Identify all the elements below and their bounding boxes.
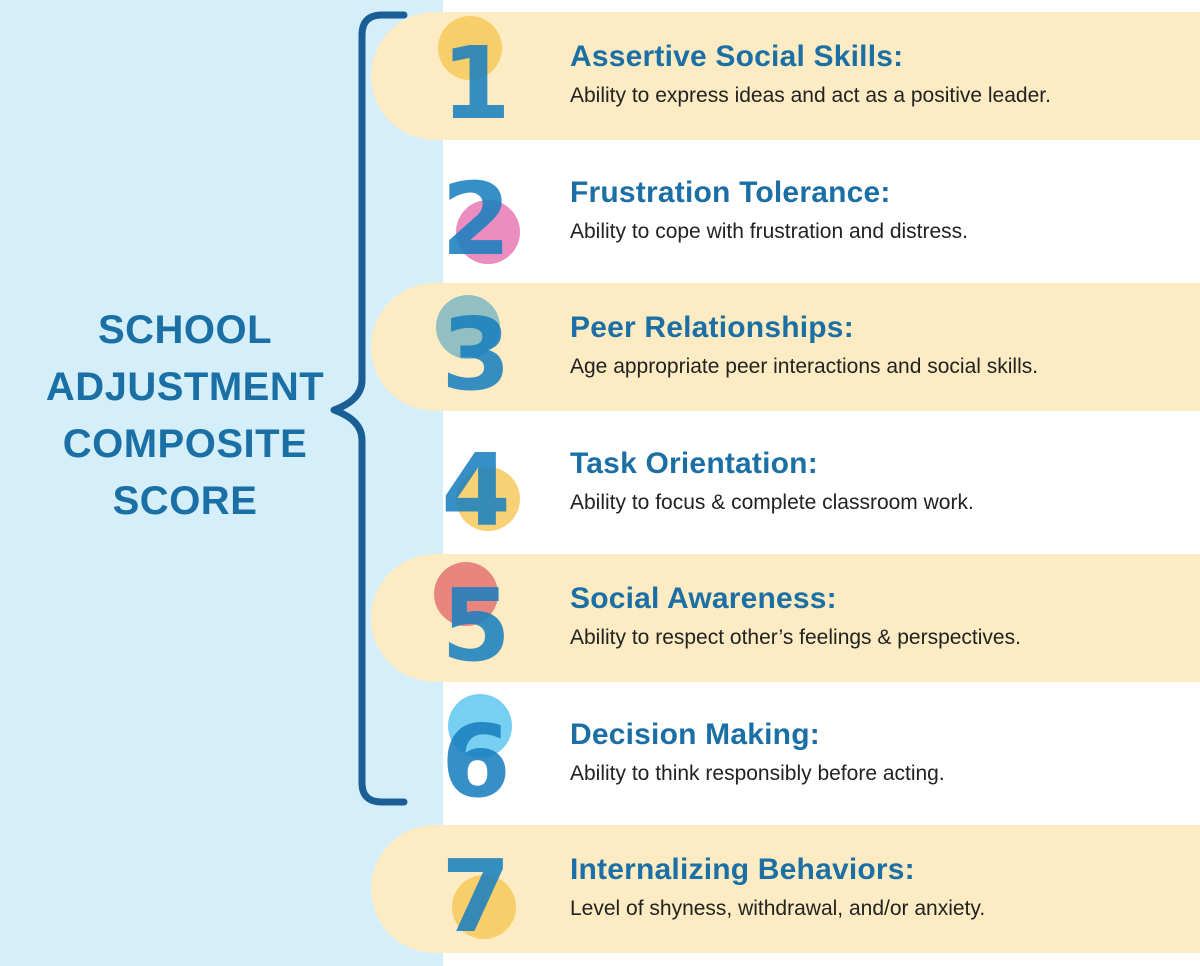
composite-line: SCHOOL [97,308,273,352]
number-badge-svg [430,825,540,953]
item-title: Internalizing Behaviors: [570,853,915,886]
item-number: 2 [441,161,511,278]
item-description: Ability to respect other’s feelings & perspectives. [570,626,1021,649]
item-number: 3 [441,296,511,413]
item-number-graphic [430,12,540,140]
item-description: Age appropriate peer interactions and social skills. [570,355,1039,378]
item-title: Social Awareness: [570,582,837,615]
item-number: 1 [441,25,511,142]
item-description: Ability to cope with frustration and distress. [570,220,969,243]
item-title: Decision Making: [570,718,820,751]
item-number-graphic [430,419,540,547]
composite-score-label [40,302,330,530]
item-number: 4 [441,432,511,549]
number-badge-svg [430,283,540,411]
item-number-graphic [430,283,540,411]
item-number-graphic [430,690,540,818]
item-description: Ability to focus & complete classroom work. [570,491,974,514]
composite-line: ADJUSTMENT [45,365,325,409]
item-description: Ability to think responsibly before acting. [570,762,945,785]
list-item [430,283,1200,411]
item-number-graphic [430,825,540,953]
item-number-graphic [430,554,540,682]
list-item [430,12,1200,140]
composite-line: COMPOSITE [62,422,308,466]
item-title: Frustration Tolerance: [570,176,891,209]
number-badge-svg [430,419,540,547]
item-number-graphic [430,148,540,276]
number-badge-svg [430,690,540,818]
item-number: 6 [441,703,511,820]
number-badge-svg [430,554,540,682]
list-item [430,419,1200,547]
item-title: Peer Relationships: [570,311,854,344]
number-badge-svg [430,12,540,140]
composite-line: SCORE [112,479,258,523]
list-item [430,554,1200,682]
item-number: 5 [441,567,511,684]
item-title: Assertive Social Skills: [570,40,904,73]
item-description: Ability to express ideas and act as a positive leader. [570,84,1051,107]
number-badge-svg [430,148,540,276]
list-item [430,148,1200,276]
item-description: Level of shyness, withdrawal, and/or anxiety. [570,897,986,920]
list-item [430,690,1200,818]
list-item [430,825,1200,953]
item-title: Task Orientation: [570,447,818,480]
item-number: 7 [441,838,511,955]
